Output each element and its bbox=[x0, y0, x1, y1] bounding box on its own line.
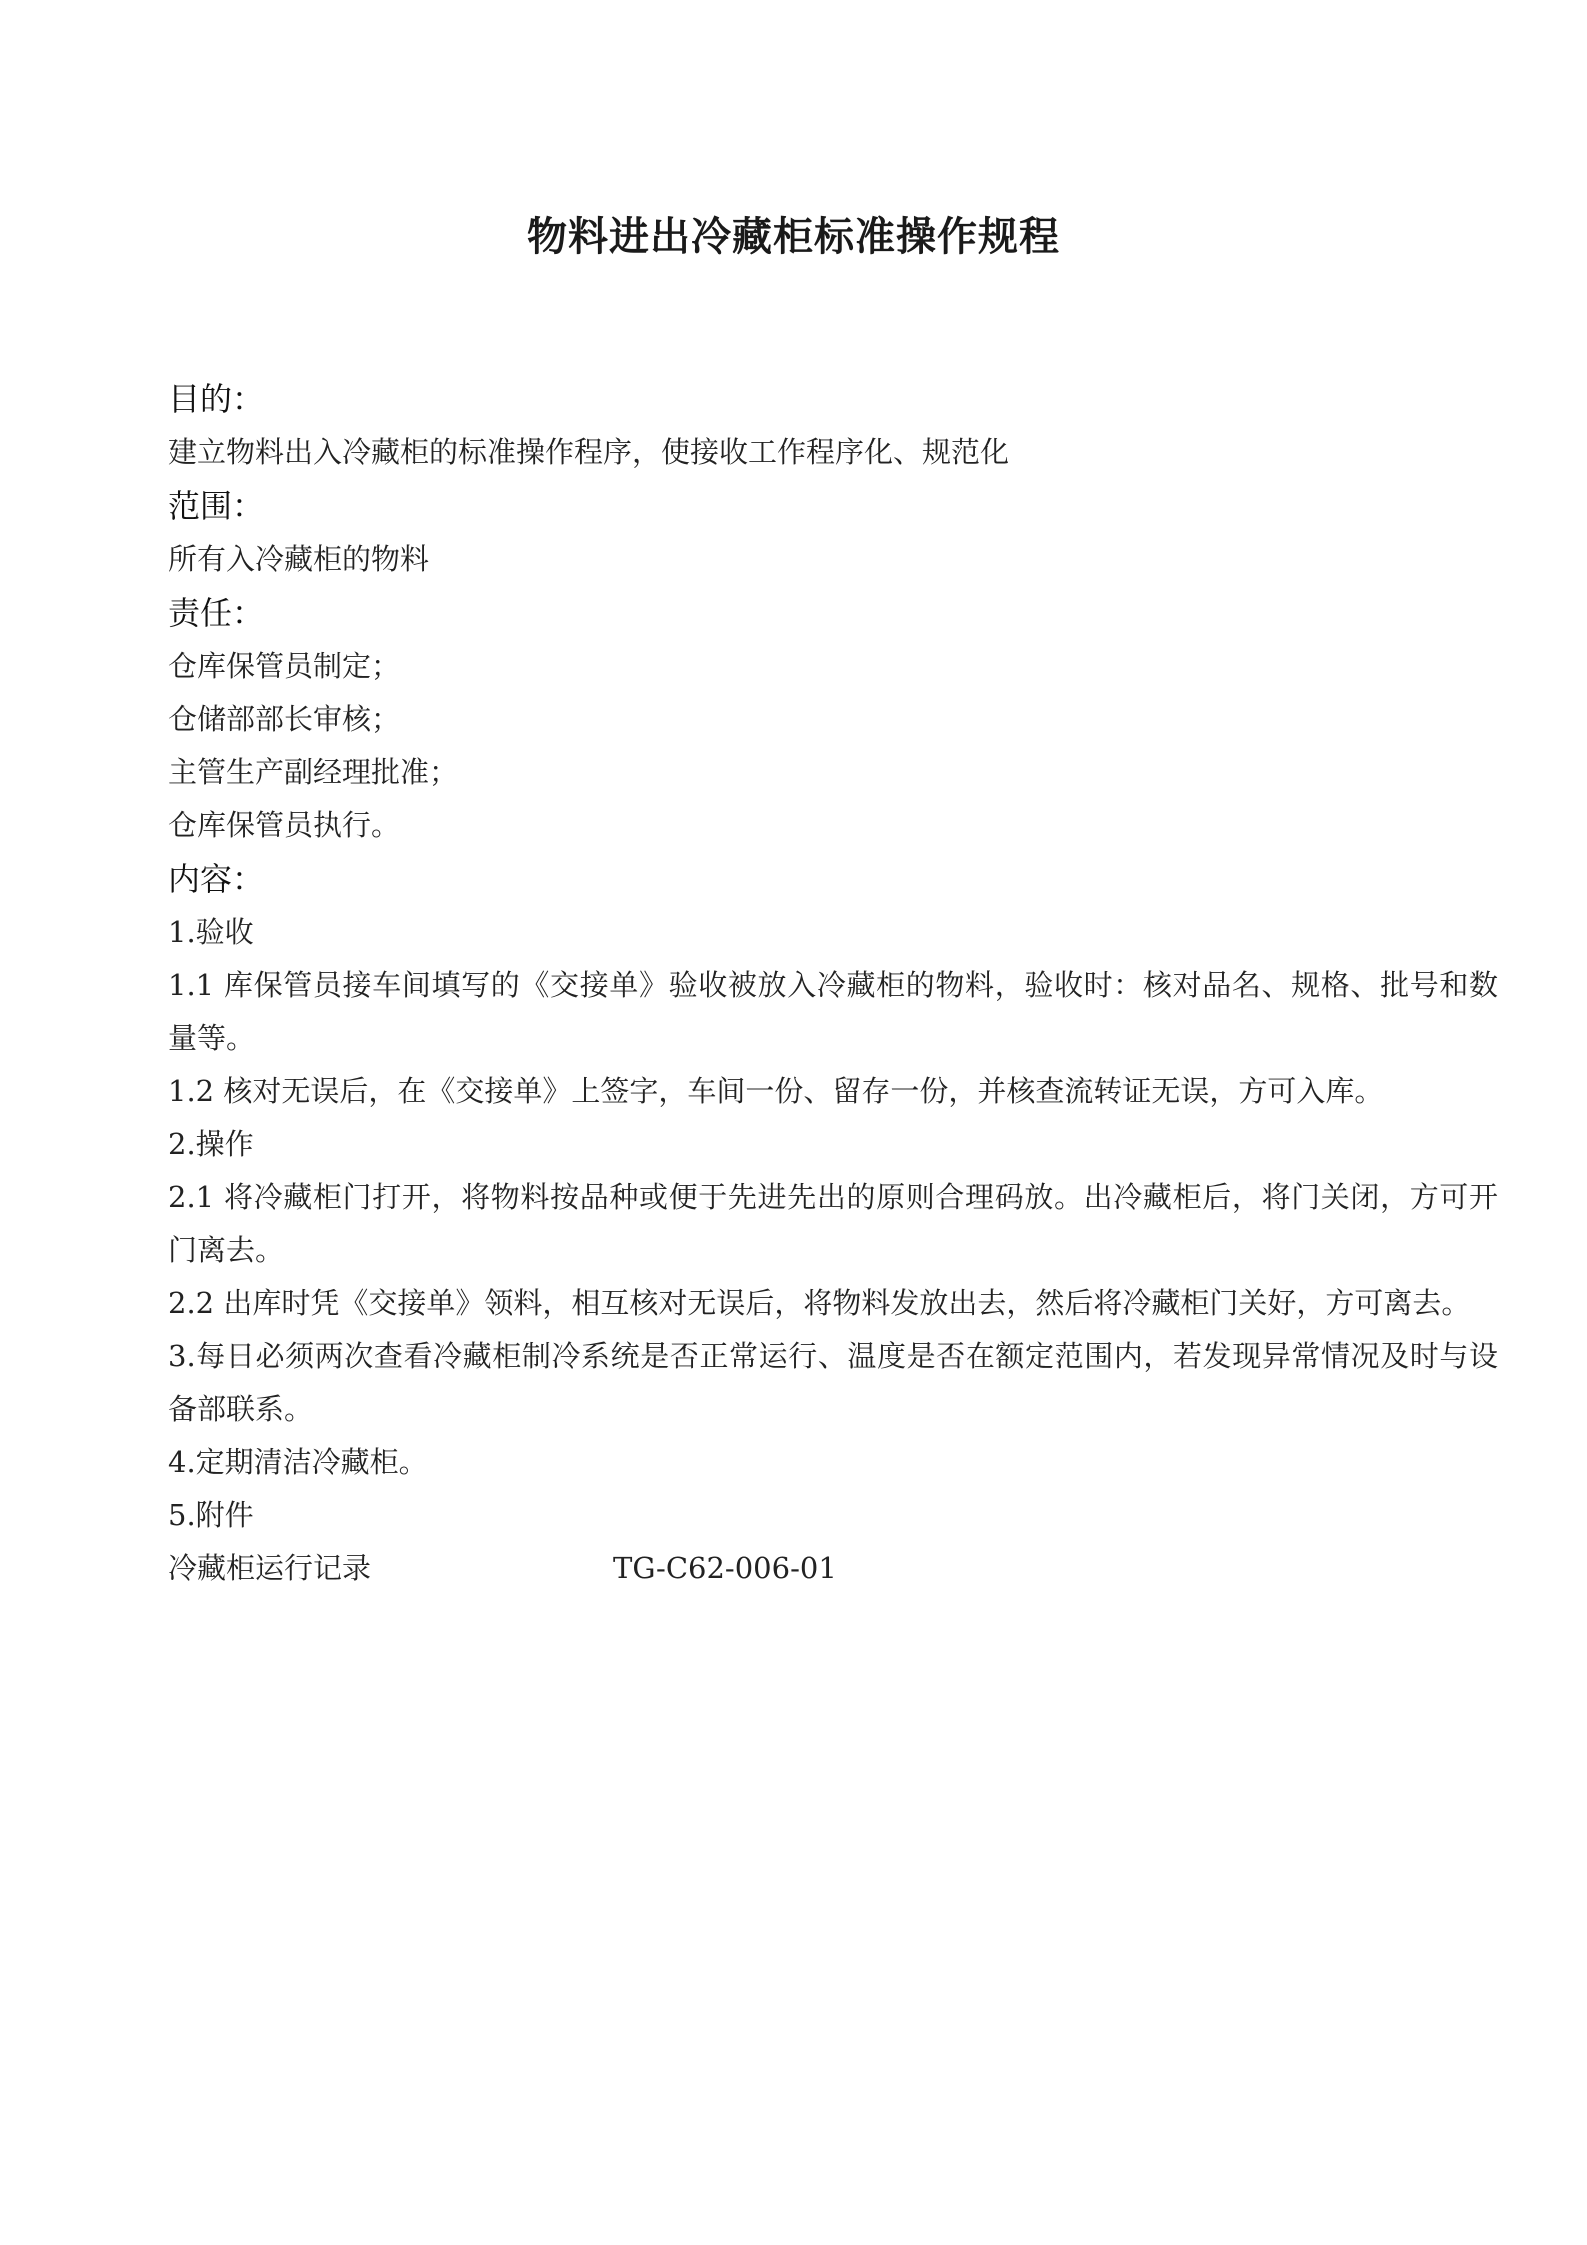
scope-heading: 范围： bbox=[168, 487, 265, 525]
document-body bbox=[168, 372, 1498, 1595]
document-title: 物料进出冷藏柜标准操作规程 bbox=[527, 214, 1060, 260]
purpose-heading: 目的： bbox=[168, 380, 265, 418]
responsibility-line: 仓库保管员执行。 bbox=[168, 808, 401, 842]
responsibility-line: 仓库保管员制定； bbox=[168, 649, 401, 683]
content-heading: 内容： bbox=[168, 860, 265, 898]
responsibility-line: 仓储部部长审核； bbox=[168, 702, 401, 736]
section-4-text: 4.定期清洁冷藏柜。 bbox=[168, 1445, 428, 1479]
section-5-title: 5.附件 bbox=[168, 1498, 254, 1532]
section-1-title: 1.验收 bbox=[168, 915, 254, 949]
attachment-name: 冷藏柜运行记录 bbox=[168, 1551, 372, 1585]
purpose-text: 建立物料出入冷藏柜的标准操作程序，使接收工作程序化、规范化 bbox=[168, 435, 1010, 469]
purpose-section bbox=[168, 372, 1498, 479]
section-3-text: 3.每日必须两次查看冷藏柜制冷系统是否正常运行、温度是否在额定范围内，若发现异常情况及时与设备部联系。 bbox=[168, 1339, 1498, 1426]
section-1-2-text: 1.2 核对无误后，在《交接单》上签字，车间一份、留存一份，并核查流转证无误，方可入库。 bbox=[168, 1074, 1384, 1108]
section-2-1-text: 2.1 将冷藏柜门打开，将物料按品种或便于先进先出的原则合理码放。出冷藏柜后，将门关闭，方可开门离去。 bbox=[168, 1180, 1498, 1267]
responsibility-line: 主管生产副经理批准； bbox=[168, 755, 459, 789]
scope-section bbox=[168, 479, 1498, 586]
content-section bbox=[168, 852, 1498, 1595]
responsibility-section bbox=[168, 586, 1498, 852]
responsibility-heading: 责任： bbox=[168, 594, 265, 632]
attachment-row bbox=[168, 1542, 1498, 1595]
section-1-1-text: 1.1 库保管员接车间填写的《交接单》验收被放入冷藏柜的物料，验收时：核对品名、规格、批号和数量等。 bbox=[168, 968, 1498, 1055]
section-2-2-text: 2.2 出库时凭《交接单》领料，相互核对无误后，将物料发放出去，然后将冷藏柜门关好，方可离去。 bbox=[168, 1286, 1471, 1320]
section-2-title: 2.操作 bbox=[168, 1127, 254, 1161]
scope-text: 所有入冷藏柜的物料 bbox=[168, 542, 430, 576]
attachment-code: TG-C62-006-01 bbox=[613, 1551, 837, 1585]
